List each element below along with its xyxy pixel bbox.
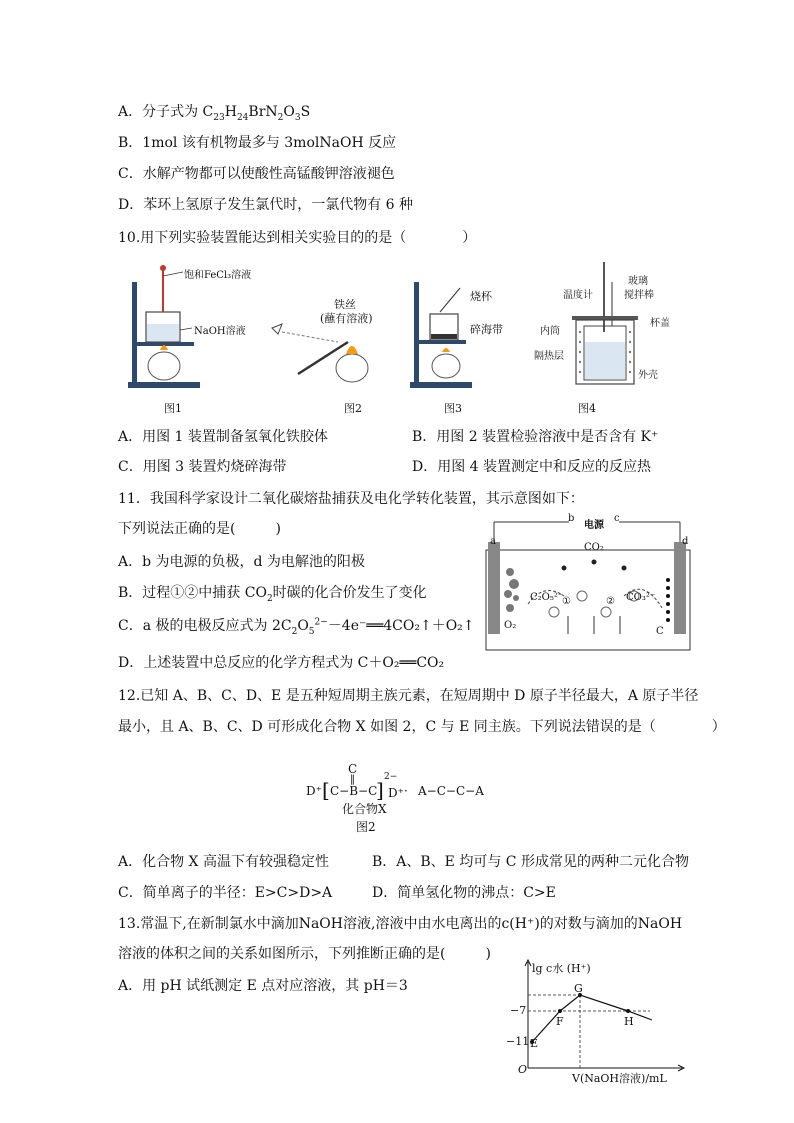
fig3-label-seaweed: 碎海带	[470, 323, 503, 336]
q13-stem-line1: 13.常温下,在新制氯水中滴加NaOH溶液,溶液中由水电离出的c(H⁺)的对数与滴加的NaOH	[118, 916, 683, 932]
q11-label-o2: O₂	[504, 620, 517, 631]
chart-label-e: E	[530, 1037, 539, 1050]
chart-label-f: F	[556, 1015, 564, 1028]
q12-struct-d-right: D⁺	[388, 786, 404, 800]
q11-label-process2: ②	[606, 596, 615, 607]
chart-ytick-minus7: −7	[510, 1004, 527, 1017]
q9-option-b: B．1mol 该有机物最多与 3molNaOH 反应	[118, 135, 397, 151]
q12-struct-dot: ·	[404, 784, 408, 798]
chart-label-g: G	[574, 982, 583, 995]
chart-point-f	[558, 1009, 562, 1013]
q12-stem-line1: 12.已知 A、B、C、D、E 是五种短周期主族元素，在短周期中 D 原子半径最大，A 原子半径	[118, 688, 699, 704]
fig2-label-dipped: (蘸有溶液)	[320, 312, 373, 325]
fig2-caption: 图2	[344, 402, 362, 415]
q13-option-a: A．用 pH 试纸测定 E 点对应溶液，其 pH＝3	[118, 978, 408, 994]
q12-struct-core: C−B−C	[330, 784, 378, 798]
q11-sub-stem: 下列说法正确的是( )	[118, 521, 281, 537]
q12-struct-bracket-right: ]	[376, 778, 384, 802]
fig4-label-lid: 杯盖	[650, 318, 670, 329]
chart-ytick-minus11: −11	[506, 1035, 530, 1048]
q12-struct-name: 化合物X	[342, 802, 387, 816]
q12-option-b: B．A、B、E 均可与 C 形成常见的两种二元化合物	[372, 854, 689, 870]
q11-label-co2: CO₂	[584, 542, 604, 553]
q11-label-co3: CO₃²⁻	[626, 592, 656, 603]
chart-point-h	[626, 1009, 630, 1013]
q11-option-a: A．b 为电源的负极，d 为电解池的阳极	[118, 554, 365, 570]
fig1-caption: 图1	[164, 402, 182, 415]
fig4-label-glass: 玻璃	[628, 276, 648, 287]
q11-label-carbon: C	[656, 626, 664, 637]
q11-option-b: B．过程①②中捕获 $CO_2$时碳的化合价发生了变化	[118, 585, 427, 604]
q10-option-c: C．用图 3 装置灼烧碎海带	[118, 459, 287, 475]
fig1-label-fecl3: 饱和FeCl₃溶液	[184, 270, 252, 281]
q11-stem: 11．我国科学家设计二氧化碳熔盐捕获及电化学转化装置，其示意图如下：	[118, 491, 584, 507]
q11-label-power-source: 电源	[584, 520, 604, 531]
q12-struct-double-bond: ‖	[350, 774, 355, 785]
q9-option-a: A．分子式为 $C_{23}H_{24}BrN_2O_3S$	[118, 104, 311, 123]
q11-label-c2o5: C₂O₅²⁻	[530, 592, 564, 603]
q12-option-d: D．简单氢化物的沸点：C>E	[372, 885, 556, 901]
chart-x-label: V(NaOH溶液)/mL	[572, 1072, 667, 1085]
q12-struct-charge: 2−	[384, 772, 398, 782]
fig3-caption: 图3	[444, 402, 462, 415]
fig3-label-beaker: 烧杯	[470, 290, 492, 303]
fig4-label-insulation: 隔热层	[534, 351, 564, 362]
q12-struct-chain: A−C−C−A	[418, 784, 484, 798]
fig4-label-thermometer: 温度计	[563, 290, 593, 301]
q10-stem: 10.用下列实验装置能达到相关实验目的的是（ ）	[118, 230, 477, 246]
q11-option-c: C．a 极的电极反应式为 $2C_2O_5^{2-}-4e^-══4CO_2↑+O_2↑$	[118, 617, 475, 637]
chart-origin: O	[518, 1063, 528, 1076]
fig4-caption: 图4	[578, 402, 596, 415]
q12-option-a: A．化合物 X 高温下有较强稳定性	[118, 854, 329, 870]
chart-series-line	[532, 995, 652, 1042]
q12-struct-bracket-left: [	[322, 778, 330, 802]
fig2-apparatus	[268, 320, 388, 390]
q13-chart	[500, 958, 690, 1088]
q11-label-c: c	[614, 513, 620, 524]
q12-struct-top-c: C	[348, 762, 358, 776]
q10-option-b: B．用图 2 装置检验溶液中是否含有 K⁺	[412, 429, 659, 445]
fig2-label-wire: 铁丝	[334, 298, 356, 311]
q11-label-b: b	[568, 513, 575, 524]
q12-struct-d-left: D⁺	[306, 784, 322, 798]
q9-option-d: D．苯环上氢原子发生氯代时，一氯代物有 6 种	[118, 197, 414, 213]
q10-option-a: A．用图 1 装置制备氢氧化铁胶体	[118, 429, 328, 445]
chart-label-h: H	[624, 1015, 634, 1028]
q11-option-d: D．上述装置中总反应的化学方程式为 C＋O₂══CO₂	[118, 655, 445, 671]
q12-stem-line2: 最小，且 A、B、C、D 可形成化合物 X 如图 2，C 与 E 同主族。下列说法错误的是（ ）	[118, 719, 726, 735]
fig4-label-inner: 内筒	[540, 326, 560, 337]
chart-y-label: lg c水 (H⁺)	[532, 962, 591, 975]
q12-option-c: C．简单离子的半径：E>C>D>A	[118, 885, 333, 901]
fig4-label-outer: 外壳	[638, 370, 658, 381]
q9-option-c: C．水解产物都可以使酸性高锰酸钾溶液褪色	[118, 166, 395, 182]
fig4-label-stirrer: 搅拌棒	[624, 290, 654, 301]
q13-stem-line2: 溶液的体积之间的关系如图所示，下列推断正确的是( )	[118, 946, 491, 962]
fig1-label-naoh: NaOH溶液	[194, 326, 246, 337]
q10-option-d: D．用图 4 装置测定中和反应的反应热	[412, 459, 652, 475]
q11-label-d: d	[682, 536, 689, 547]
q11-label-process1: ①	[562, 596, 571, 607]
q12-struct-figure: 图2	[356, 820, 376, 834]
q11-label-a: a	[490, 536, 496, 547]
